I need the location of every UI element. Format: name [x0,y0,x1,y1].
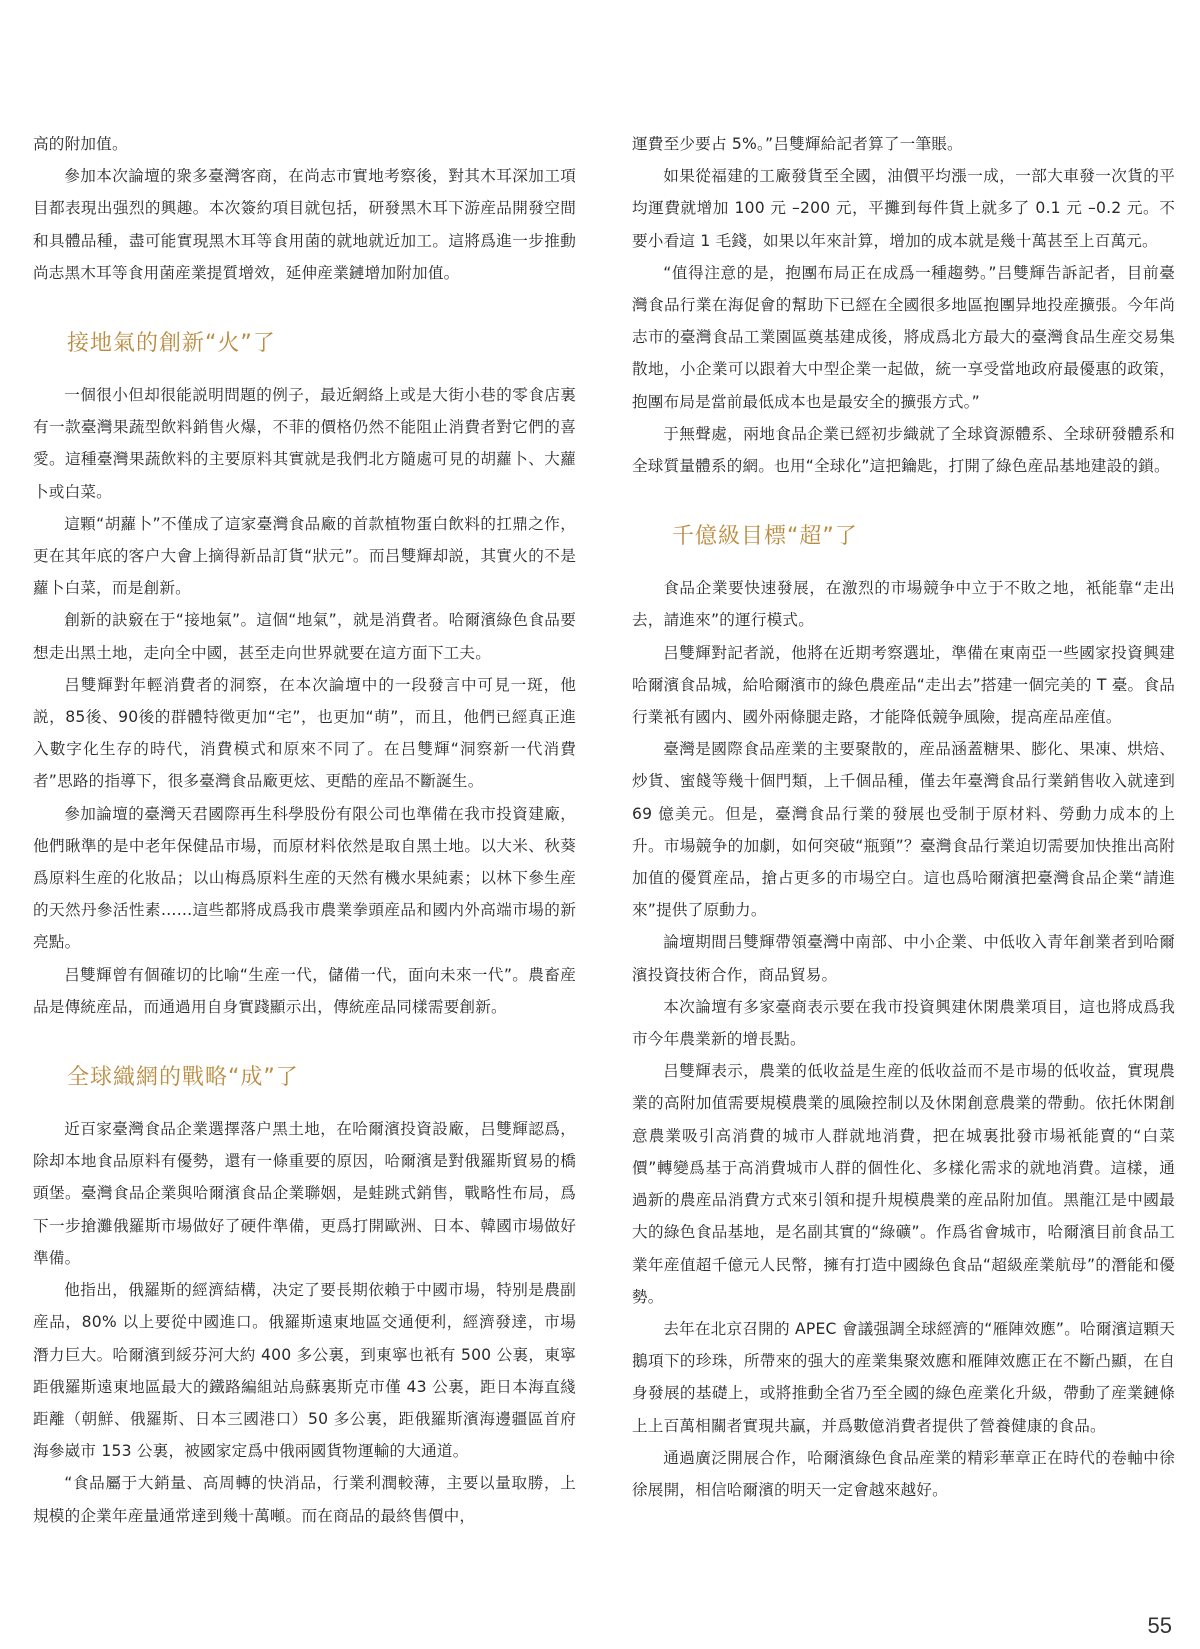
paragraph: 近百家臺灣食品企業選擇落户黑土地，在哈爾濱投資設廠，吕雙輝認爲，除却本地食品原料有優勢，還有一條重要的原因，哈爾濱是對俄羅斯貿易的橋頭堡。臺灣食品企業與哈爾濱食品企業聯姻，是蛙跳式銷售，戰略性布局，爲下一步搶灘俄羅斯市場做好了硬件準備，更爲打開歐洲、日本、韓國市場做好準備。 [33,1120,576,1267]
left-column [33,128,576,1532]
paragraph: 高的附加值。 [33,135,128,153]
paragraph: 這顆“胡蘿卜”不僅成了這家臺灣食品廠的首款植物蛋白飲料的扛鼎之作，更在其年底的客户大會上摘得新品訂貨“狀元”。而吕雙輝却説，其實火的不是蘿卜白菜，而是創新。 [33,514,576,598]
paragraph: 他指出，俄羅斯的經濟結構，决定了要長期依賴于中國市場，特别是農副産品，80% 以上要從中國進口。俄羅斯遠東地區交通便利，經濟發達，市場潛力巨大。哈爾濱到綏芬河大約 400 多公裏，到東寧也衹有 500 公裏，東寧距俄羅斯遠東地區最大的鐵路編組站烏蘇裏斯克市僅 43 公裏，距日本海直綫距離（朝鮮、俄羅斯、日本三國港口）50 多公裏，距俄羅斯濱海邊疆區首府海參崴市 153 公裏，被國家定爲中俄兩國貨物運輸的大通道。 [33,1281,576,1461]
paragraph: “值得注意的是，抱團布局正在成爲一種趨勢。”吕雙輝告訴記者，目前臺灣食品行業在海促會的幫助下已經在全國很多地區抱團异地投産擴張。今年尚志市的臺灣食品工業園區奠基建成後，將成爲北方最大的臺灣食品生産交易集散地，小企業可以跟着大中型企業一起做，統一享受當地政府最優惠的政策，抱團布局是當前最低成本也是最安全的擴張方式。” [632,263,1175,411]
right-column [632,128,1175,1506]
paragraph: 創新的訣竅在于“接地氣”。這個“地氣”，就是消費者。哈爾濱綠色食品要想走出黑土地，走向全中國，甚至走向世界就要在這方面下工夫。 [33,611,576,662]
paragraph: 吕雙輝對記者説，他將在近期考察選址，準備在東南亞一些國家投資興建哈爾濱食品城，給哈爾濱市的綠色農産品“走出去”搭建一個完美的 T 臺。食品行業衹有國内、國外兩條腿走路，才能降低競争風險，提高産品産值。 [632,643,1175,727]
paragraph: 臺灣是國際食品産業的主要聚散的，産品涵蓋糖果、膨化、果凍、烘焙、炒貨、蜜餞等幾十個門類，上千個品種，僅去年臺灣食品行業銷售收入就達到 69 億美元。但是，臺灣食品行業的發展也受制于原材料、勞動力成本的上升。市場競争的加劇，如何突破“瓶頸”？臺灣食品行業迫切需要加快推出高附加值的優質産品，搶占更多的市場空白。這也爲哈爾濱把臺灣食品企業“請進來”提供了原動力。 [632,740,1175,920]
paragraph: “食品屬于大銷量、高周轉的快消品，行業利潤較薄，主要以量取勝，上規模的企業年産量通常達到幾十萬噸。而在商品的最終售價中， [33,1474,576,1525]
paragraph: 如果從福建的工廠發貨至全國，油價平均漲一成，一部大車發一次貨的平均運費就增加 100 元 –200 元，平攤到每件貨上就多了 0.1 元 –0.2 元。不要小看這 1 毛錢，如果以年來計算，增加的成本就是幾十萬甚至上百萬元。 [632,167,1175,250]
paragraph: 一個很小但却很能説明問題的例子，最近網絡上或是大街小巷的零食店裏有一款臺灣果蔬型飲料銷售火爆，不菲的價格仍然不能阻止消費者對它們的喜愛。這種臺灣果蔬飲料的主要原料其實就是我們北方隨處可見的胡蘿卜、大蘿卜或白菜。 [33,386,576,501]
section-heading: 千億級目標“超”了 [672,524,858,550]
section-heading: 接地氣的創新“火”了 [67,331,276,357]
paragraph: 參加本次論壇的衆多臺灣客商，在尚志市實地考察後，對其木耳深加工項目都表現出强烈的興趣。本次簽約項目就包括，研發黑木耳下游産品開發空間和具體品種，盡可能實現黑木耳等食用菌的就地就近加工。這將爲進一步推動尚志黑木耳等食用菌産業提質增效，延伸産業鏈增加附加值。 [33,167,576,282]
section-heading: 全球織網的戰略“成”了 [67,1065,299,1091]
paragraph: 論壇期間吕雙輝帶領臺灣中南部、中小企業、中低收入青年創業者到哈爾濱投資技術合作，商品貿易。 [632,933,1175,984]
paragraph: 吕雙輝表示，農業的低收益是生産的低收益而不是市場的低收益，實現農業的高附加值需要規模農業的風險控制以及休閑創意農業的帶動。依托休閑創意農業吸引高消費的城市人群就地消費，把在城裏批發市場衹能賣的“白菜價”轉變爲基于高消費城市人群的個性化、多樣化需求的就地消費。這樣，通過新的農産品消費方式來引領和提升規模農業的産品附加值。黑龍江是中國最大的綠色食品基地，是名副其實的“綠礦”。作爲省會城市，哈爾濱目前食品工業年産值超千億元人民幣，擁有打造中國綠色食品“超級産業航母”的潛能和優勢。 [632,1062,1175,1306]
paragraph: 于無聲處，兩地食品企業已經初步織就了全球資源體系、全球研發體系和全球質量體系的網。也用“全球化”這把鑰匙，打開了綠色産品基地建設的鎖。 [632,424,1175,476]
paragraph: 本次論壇有多家臺商表示要在我市投資興建休閑農業項目，這也將成爲我市今年農業新的增長點。 [632,997,1175,1049]
paragraph: 食品企業要快速發展，在激烈的市場競争中立于不敗之地，衹能靠“走出去，請進來”的運行模式。 [632,579,1175,630]
paragraph: 通過廣泛開展合作，哈爾濱綠色食品産業的精彩華章正在時代的卷軸中徐徐展開，相信哈爾濱的明天一定會越來越好。 [632,1448,1175,1499]
paragraph: 吕雙輝對年輕消費者的洞察，在本次論壇中的一段發言中可見一斑，他説，85後、90後的群體特徵更加“宅”，也更加“萌”，而且，他們已經真正進入數字化生存的時代，消費模式和原來不同了。在吕雙輝“洞察新一代消費者”思路的指導下，很多臺灣食品廠更炫、更酷的産品不斷誕生。 [33,675,576,791]
page-number: 55 [1147,1613,1172,1638]
paragraph: 去年在北京召開的 APEC 會議强調全球經濟的“雁陣效應”。哈爾濱這顆天鵝項下的珍珠，所帶來的强大的産業集聚效應和雁陣效應正在不斷凸顯，在自身發展的基礎上，或將推動全省乃至全國的綠色産業化升級，帶動了産業鏈條上上百萬相關者實現共贏，并爲數億消費者提供了營養健康的食品。 [632,1319,1175,1435]
paragraph: 參加論壇的臺灣天君國際再生科學股份有限公司也準備在我市投資建廠，他們瞅準的是中老年保健品市場，而原材料依然是取自黑土地。以大米、秋葵爲原料生産的化妝品；以山梅爲原料生産的天然有機水果純素；以林下參生産的天然丹參活性素……這些都將成爲我市農業拳頭産品和國内外高端市場的新亮點。 [33,804,576,952]
paragraph: 吕雙輝曾有個確切的比喻“生産一代，儲備一代，面向未來一代”。農畜産品是傳統産品，而通過用自身實踐顯示出，傳統産品同樣需要創新。 [33,965,576,1016]
paragraph: 運費至少要占 5%。”吕雙輝給記者算了一筆賬。 [632,135,963,153]
